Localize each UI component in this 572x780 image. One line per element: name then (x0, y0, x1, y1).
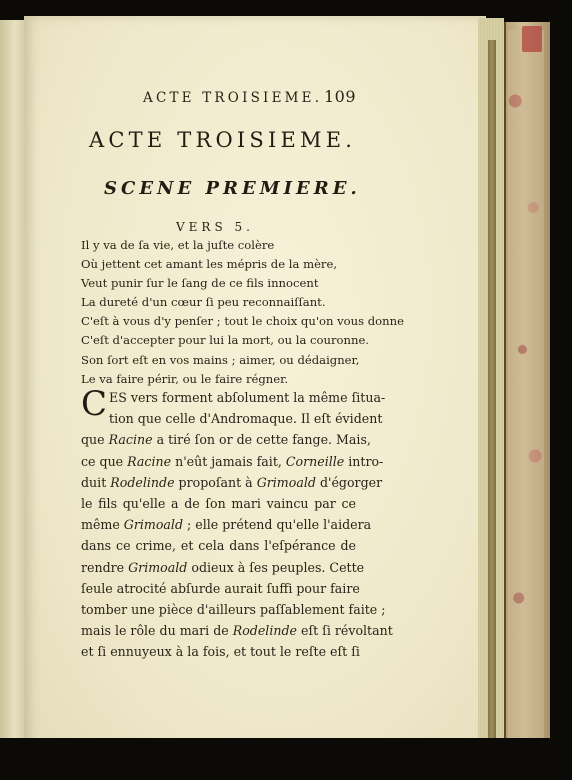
body-line: ES vers forment abſolument la même ſitua- (109, 390, 386, 405)
verse-line: C'eſt à vous d'y penſer ; tout le choix qu'on vous donne (81, 314, 404, 329)
scene-title: SCENE PREMIERE. (104, 178, 361, 199)
body-line: tion que celle d'Andromaque. Il eſt évident (109, 411, 383, 427)
body-line: ce que Racine n'eût jamais fait, Corneille intro- (81, 453, 384, 469)
verse-line: La dureté d'un cœur ſi peu reconnaiſſant. (81, 295, 326, 310)
body-line: dans ce crime, et cela dans l'eſpérance de (81, 538, 356, 554)
body-line: rendre Grimoald odieux à ſes peuples. Cette (81, 559, 365, 575)
verse-line: Le va faire périr, ou le faire régner. (81, 371, 289, 386)
body-line: même Grimoald ; elle prétend qu'elle l'aidera (81, 517, 372, 533)
drop-cap: C (81, 384, 108, 424)
verse-line: C'eſt d'accepter pour lui la mort, ou la couronne. (81, 333, 369, 348)
verse-line: Veut punir ſur le ſang de ce fils innocent (81, 276, 319, 291)
verse-quotation (81, 236, 404, 389)
left-page-edge (0, 20, 25, 750)
verse-line: Son ſort eſt en vos mains ; aimer, ou dédaigner, (81, 352, 360, 367)
verse-line: Il y va de ſa vie, et la juſte colère (81, 238, 275, 252)
page-edges-shadow (488, 40, 496, 740)
background-shadow (0, 738, 572, 780)
body-line: ſeule atrocité abſurde aurait ſuffi pour faire (81, 580, 360, 596)
body-line: que Racine a tiré ſon or de cette fange. Mais, (81, 432, 371, 448)
ribbon-marker (522, 26, 542, 52)
body-line: et ſi ennuyeux à la fois, et tout le reſte eſt ſi (81, 644, 360, 660)
verse-line: Où jettent cet amant les mépris de la mère, (81, 257, 338, 272)
commentary-paragraph (81, 384, 393, 662)
running-head: ACTE TROISIEME. (143, 90, 323, 106)
body-line: mais le rôle du mari de Rodelinde eſt ſi révoltant (81, 623, 393, 639)
body-line: le fils qu'elle a de ſon mari vaincu par ce (81, 495, 356, 511)
verse-reference: VERS 5. (176, 220, 254, 234)
body-line: tomber une pièce d'ailleurs paſſablement faite ; (81, 601, 386, 617)
body-line: duit Rodelinde propoſant à Grimoald d'égorger (81, 474, 383, 490)
page-text-area (24, 16, 486, 758)
marbled-cover (508, 30, 544, 740)
act-title: ACTE TROISIEME. (89, 128, 357, 152)
page-number: 109 (324, 87, 357, 106)
